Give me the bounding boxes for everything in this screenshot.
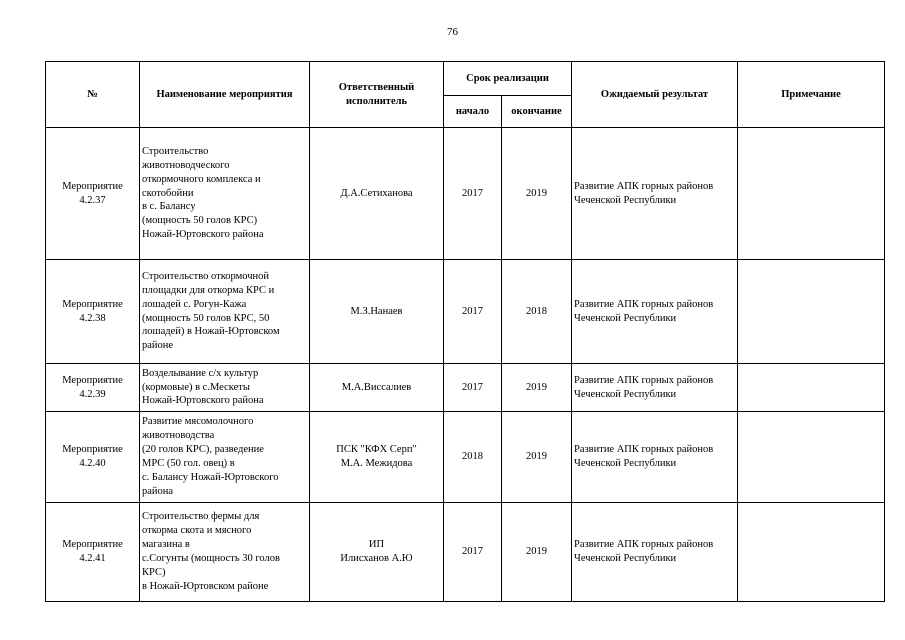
row-responsible: ПСК "КФХ Серп" М.А. Межидова: [310, 412, 444, 503]
row-end-year: 2019: [502, 364, 572, 412]
row-activity-name: Возделывание с/х культур (кормовые) в с.Мескеты Ножай-Юртовского района: [140, 364, 310, 412]
row-activity-name: Строительство животноводческого откормочного комплекса и скотобойни в с. Балансу (мощность 50 голов КРС) Ножай-Юртовского района: [140, 128, 310, 260]
header-expected-result: Ожидаемый результат: [572, 62, 738, 128]
table-row: [46, 412, 885, 503]
header-end: окончание: [502, 96, 572, 128]
row-expected-result: Развитие АПК горных районов Чеченской Республики: [572, 412, 738, 503]
row-number: Мероприятие 4.2.39: [46, 364, 140, 412]
row-number: Мероприятие 4.2.41: [46, 503, 140, 602]
row-note: [738, 503, 885, 602]
row-number: Мероприятие 4.2.38: [46, 260, 140, 364]
activities-table: [45, 61, 885, 602]
row-responsible: ИП Илисханов А.Ю: [310, 503, 444, 602]
header-number: №: [46, 62, 140, 128]
table-row: [46, 364, 885, 412]
table-row: [46, 503, 885, 602]
row-activity-name: Строительство фермы для откорма скота и мясного магазина в с.Согунты (мощность 30 голов КРС) в Ножай-Юртовском районе: [140, 503, 310, 602]
row-start-year: 2017: [444, 260, 502, 364]
row-note: [738, 128, 885, 260]
table-row: [46, 128, 885, 260]
row-responsible: М.З.Нанаев: [310, 260, 444, 364]
row-end-year: 2019: [502, 412, 572, 503]
row-expected-result: Развитие АПК горных районов Чеченской Республики: [572, 260, 738, 364]
row-end-year: 2019: [502, 128, 572, 260]
row-end-year: 2018: [502, 260, 572, 364]
row-note: [738, 364, 885, 412]
row-responsible: М.А.Виссалиев: [310, 364, 444, 412]
row-number: Мероприятие 4.2.40: [46, 412, 140, 503]
row-note: [738, 260, 885, 364]
row-end-year: 2019: [502, 503, 572, 602]
row-expected-result: Развитие АПК горных районов Чеченской Республики: [572, 128, 738, 260]
row-activity-name: Строительство откормочной площадки для откорма КРС и лошадей с. Рогун-Кажа (мощность 50 голов КРС, 50 лошадей) в Ножай-Юртовском районе: [140, 260, 310, 364]
header-activity-name: Наименование мероприятия: [140, 62, 310, 128]
row-start-year: 2017: [444, 503, 502, 602]
table-row: [46, 260, 885, 364]
page-number: 76: [447, 26, 458, 38]
header-start: начало: [444, 96, 502, 128]
header-responsible: Ответственный исполнитель: [310, 62, 444, 128]
row-activity-name: Развитие мясомолочного животноводства (20 голов КРС), разведение МРС (50 гол. овец) в с. Балансу Ножай-Юртовского района: [140, 412, 310, 503]
row-start-year: 2017: [444, 364, 502, 412]
header-note: Примечание: [738, 62, 885, 128]
row-expected-result: Развитие АПК горных районов Чеченской Республики: [572, 364, 738, 412]
row-expected-result: Развитие АПК горных районов Чеченской Республики: [572, 503, 738, 602]
row-number: Мероприятие 4.2.37: [46, 128, 140, 260]
row-note: [738, 412, 885, 503]
header-term: Срок реализации: [444, 62, 572, 96]
row-start-year: 2017: [444, 128, 502, 260]
row-start-year: 2018: [444, 412, 502, 503]
row-responsible: Д.А.Сетиханова: [310, 128, 444, 260]
